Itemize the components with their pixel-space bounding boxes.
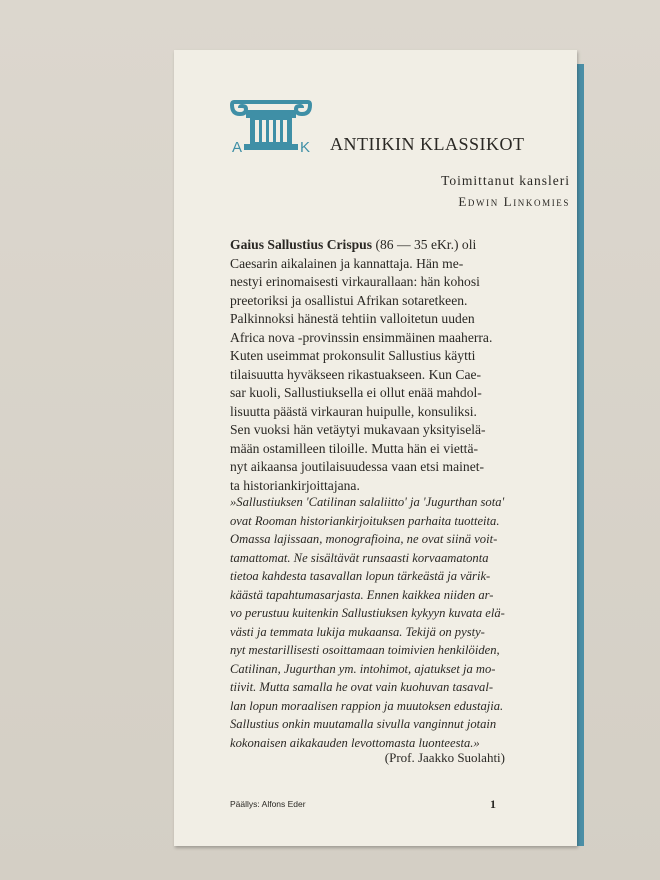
series-logo (230, 96, 312, 154)
logo-letter-k: K (300, 139, 311, 154)
logo-letter-a: A (232, 139, 243, 154)
quote-line: tietoa kahdesta tasavallan lopun tärkeästä ja värik- (230, 569, 491, 583)
bio-line: Palkinnoksi hänestä tehtiin valloitetun uuden (230, 311, 475, 326)
quote-attribution: (Prof. Jaakko Suolahti) (384, 750, 505, 765)
editor-name: Edwin Linkomies (458, 194, 570, 209)
bio-line: nestyi erinomaisesti virkaurallaan: hän kohosi (230, 274, 480, 289)
bio-line: lisuutta päästä virkauran huipulle, konsuliksi. (230, 403, 477, 419)
bio-line: Kuten useimmat prokonsulit Sallustius käytti (230, 348, 476, 363)
author-biography (230, 236, 518, 495)
bio-line: Caesarin aikalainen ja kannattaja. Hän me- (230, 255, 464, 271)
bio-line: tilaisuutta hyväkseen rikastuakseen. Kun Cae- (230, 366, 482, 382)
quote-line: Omassa lajissaan, monografioina, ne ovat siinä voit- (230, 532, 498, 546)
quote-line: vo perustuu kuitenkin Sallustiuksen kykyyn kuvata elä- (230, 606, 505, 620)
quote-line: kokonaisen aikakauden levottomasta luonteesta.» (230, 735, 480, 750)
quote-line: lan lopun moraalisen rappion ja muutoksen edustajia. (230, 698, 504, 713)
quote-line: tiivit. Mutta samalla he ovat vain kuohuvan tasaval- (230, 680, 494, 694)
page-number: 1 (490, 797, 496, 811)
bio-line: sar kuoli, Sallustiuksella ei ollut enää mahdol- (230, 385, 482, 400)
quote-line: käästä tapahtumasarjasta. Ennen kaikkea niiden ar- (230, 587, 494, 602)
bio-line: Africa nova -provinssin ensimmäinen maaherra. (230, 329, 493, 345)
quote-line: Catilinan, Jugurthan ym. intohimot, ajatukset ja mo- (230, 661, 496, 676)
quote-line: nyt mestarillisesti osoittamaan toimivien henkilöiden, (230, 643, 500, 657)
bio-line: ta historiankirjoittajana. (230, 477, 360, 493)
author-name: Gaius Sallustius Crispus (230, 237, 373, 252)
quote-line: västi ja temmata lukija mukaansa. Tekijä on pysty- (230, 624, 485, 639)
bio-line: nyt aikaansa joutilaisuudessa vaan etsi mainet- (230, 459, 485, 474)
critic-quote (230, 493, 522, 752)
author-dates: (86 — 35 eKr.) oli (372, 237, 477, 252)
cover-designer-credit: Päällys: Alfons Eder (230, 799, 306, 809)
ionic-column-icon (230, 96, 312, 154)
quote-line: Sallustius onkin muutamalla sivulla vanginnut jotain (230, 717, 497, 731)
bio-line: mään ostamilleen tiloille. Mutta hän ei viettä- (230, 440, 479, 456)
editor-label: Toimittanut kansleri (441, 173, 570, 188)
bio-line: Sen vuoksi hän vetäytyi mukavaan yksityiselä- (230, 422, 486, 437)
quote-line: ovat Rooman historiankirjoituksen parhaita tuotteita. (230, 513, 500, 528)
bio-first-line (230, 236, 518, 255)
series-title: ANTIIKIN KLASSIKOT (330, 134, 525, 154)
bio-line: preetoriksi ja osallistui Afrikan sotaretkeen. (230, 292, 468, 308)
quote-line: »Sallustiuksen 'Catilinan salaliitto' ja 'Jugurthan sota' (230, 495, 505, 509)
quote-line: tamattomat. Ne sisältävät runsaasti korvaamatonta (230, 550, 489, 565)
